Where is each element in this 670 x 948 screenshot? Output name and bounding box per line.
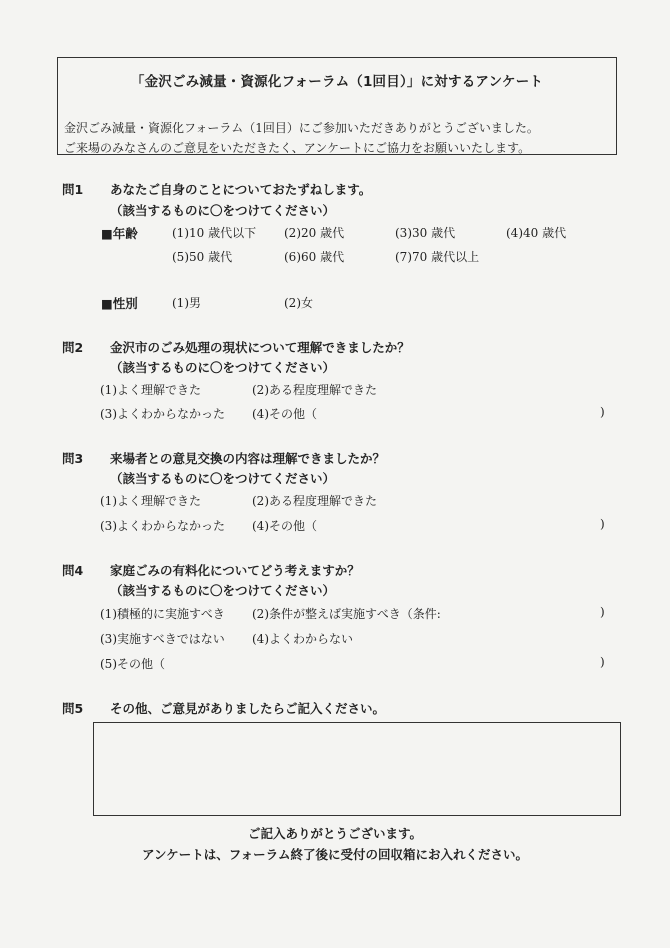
q4-close-paren-2: ): [600, 655, 605, 669]
q2-number: 問2: [62, 340, 84, 355]
q1-age-option-6[interactable]: (6)60 歳代: [284, 250, 345, 264]
q4-option-5[interactable]: (5)その他（: [100, 657, 165, 671]
q2-option-4[interactable]: (4)その他（: [252, 407, 317, 421]
q4-close-paren-1: ): [600, 605, 605, 619]
q3-option-4[interactable]: (4)その他（: [252, 519, 317, 533]
intro-line-1: 金沢ごみ減量・資源化フォーラム（1回目）にご参加いただきありがとうございました。: [64, 121, 539, 135]
q2-option-3[interactable]: (3)よくわからなかった: [100, 407, 225, 421]
header-box: [57, 57, 617, 155]
q4-number: 問4: [62, 563, 84, 578]
q1-number: 問1: [62, 182, 84, 197]
q4-option-1[interactable]: (1)積極的に実施すべき: [100, 607, 225, 621]
q1-age-option-5[interactable]: (5)50 歳代: [172, 250, 233, 264]
q2-text: 金沢市のごみ処理の現状について理解できましたか？: [110, 340, 410, 355]
q2-instruction: （該当するものに〇をつけてください）: [110, 360, 336, 375]
q1-age-option-2[interactable]: (2)20 歳代: [284, 226, 345, 240]
intro-line-2: ご来場のみなさんのご意見をいただきたく、アンケートにご協力をお願いいたします。: [64, 141, 531, 155]
q4-option-4[interactable]: (4)よくわからない: [252, 632, 353, 646]
q1-age-option-7[interactable]: (7)70 歳代以上: [395, 250, 480, 264]
q1-sex-option-1[interactable]: (1)男: [172, 296, 201, 310]
q2-option-2[interactable]: (2)ある程度理解できた: [252, 383, 377, 397]
q3-close-paren: ): [600, 517, 605, 531]
q1-sex-option-2[interactable]: (2)女: [284, 296, 313, 310]
q5-text: その他、ご意見がありましたらご記入ください。: [110, 701, 386, 716]
q4-text: 家庭ごみの有料化についてどう考えますか？: [110, 563, 360, 578]
q5-number: 問5: [62, 701, 84, 716]
q1-sex-label: ■性別: [101, 296, 138, 311]
q1-age-label: ■年齢: [101, 226, 138, 241]
q1-text: あなたご自身のことについておたずねします。: [110, 182, 372, 197]
q1-age-option-3[interactable]: (3)30 歳代: [395, 226, 456, 240]
q4-instruction: （該当するものに〇をつけてください）: [110, 583, 336, 598]
q3-option-3[interactable]: (3)よくわからなかった: [100, 519, 225, 533]
q2-option-1[interactable]: (1)よく理解できた: [100, 383, 201, 397]
q3-number: 問3: [62, 451, 84, 466]
footer-instruction: アンケートは、フォーラム終了後に受付の回収箱にお入れください。: [141, 847, 528, 862]
survey-title: 「金沢ごみ減量・資源化フォーラム（1回目）」に対するアンケート: [130, 74, 544, 90]
q1-age-option-1[interactable]: (1)10 歳代以下: [172, 226, 257, 240]
q1-age-option-4[interactable]: (4)40 歳代: [506, 226, 567, 240]
q4-option-2[interactable]: (2)条件が整えば実施すべき（条件:: [252, 607, 441, 621]
comment-box[interactable]: [93, 722, 621, 816]
q3-instruction: （該当するものに〇をつけてください）: [110, 471, 336, 486]
footer-thanks: ご記入ありがとうございます。: [247, 826, 422, 841]
q3-text: 来場者との意見交換の内容は理解できましたか？: [110, 451, 386, 466]
q3-option-2[interactable]: (2)ある程度理解できた: [252, 494, 377, 508]
q1-instruction: （該当するものに〇をつけてください）: [110, 203, 336, 218]
q2-close-paren: ): [600, 405, 605, 419]
q4-option-3[interactable]: (3)実施すべきではない: [100, 632, 225, 646]
q3-option-1[interactable]: (1)よく理解できた: [100, 494, 201, 508]
